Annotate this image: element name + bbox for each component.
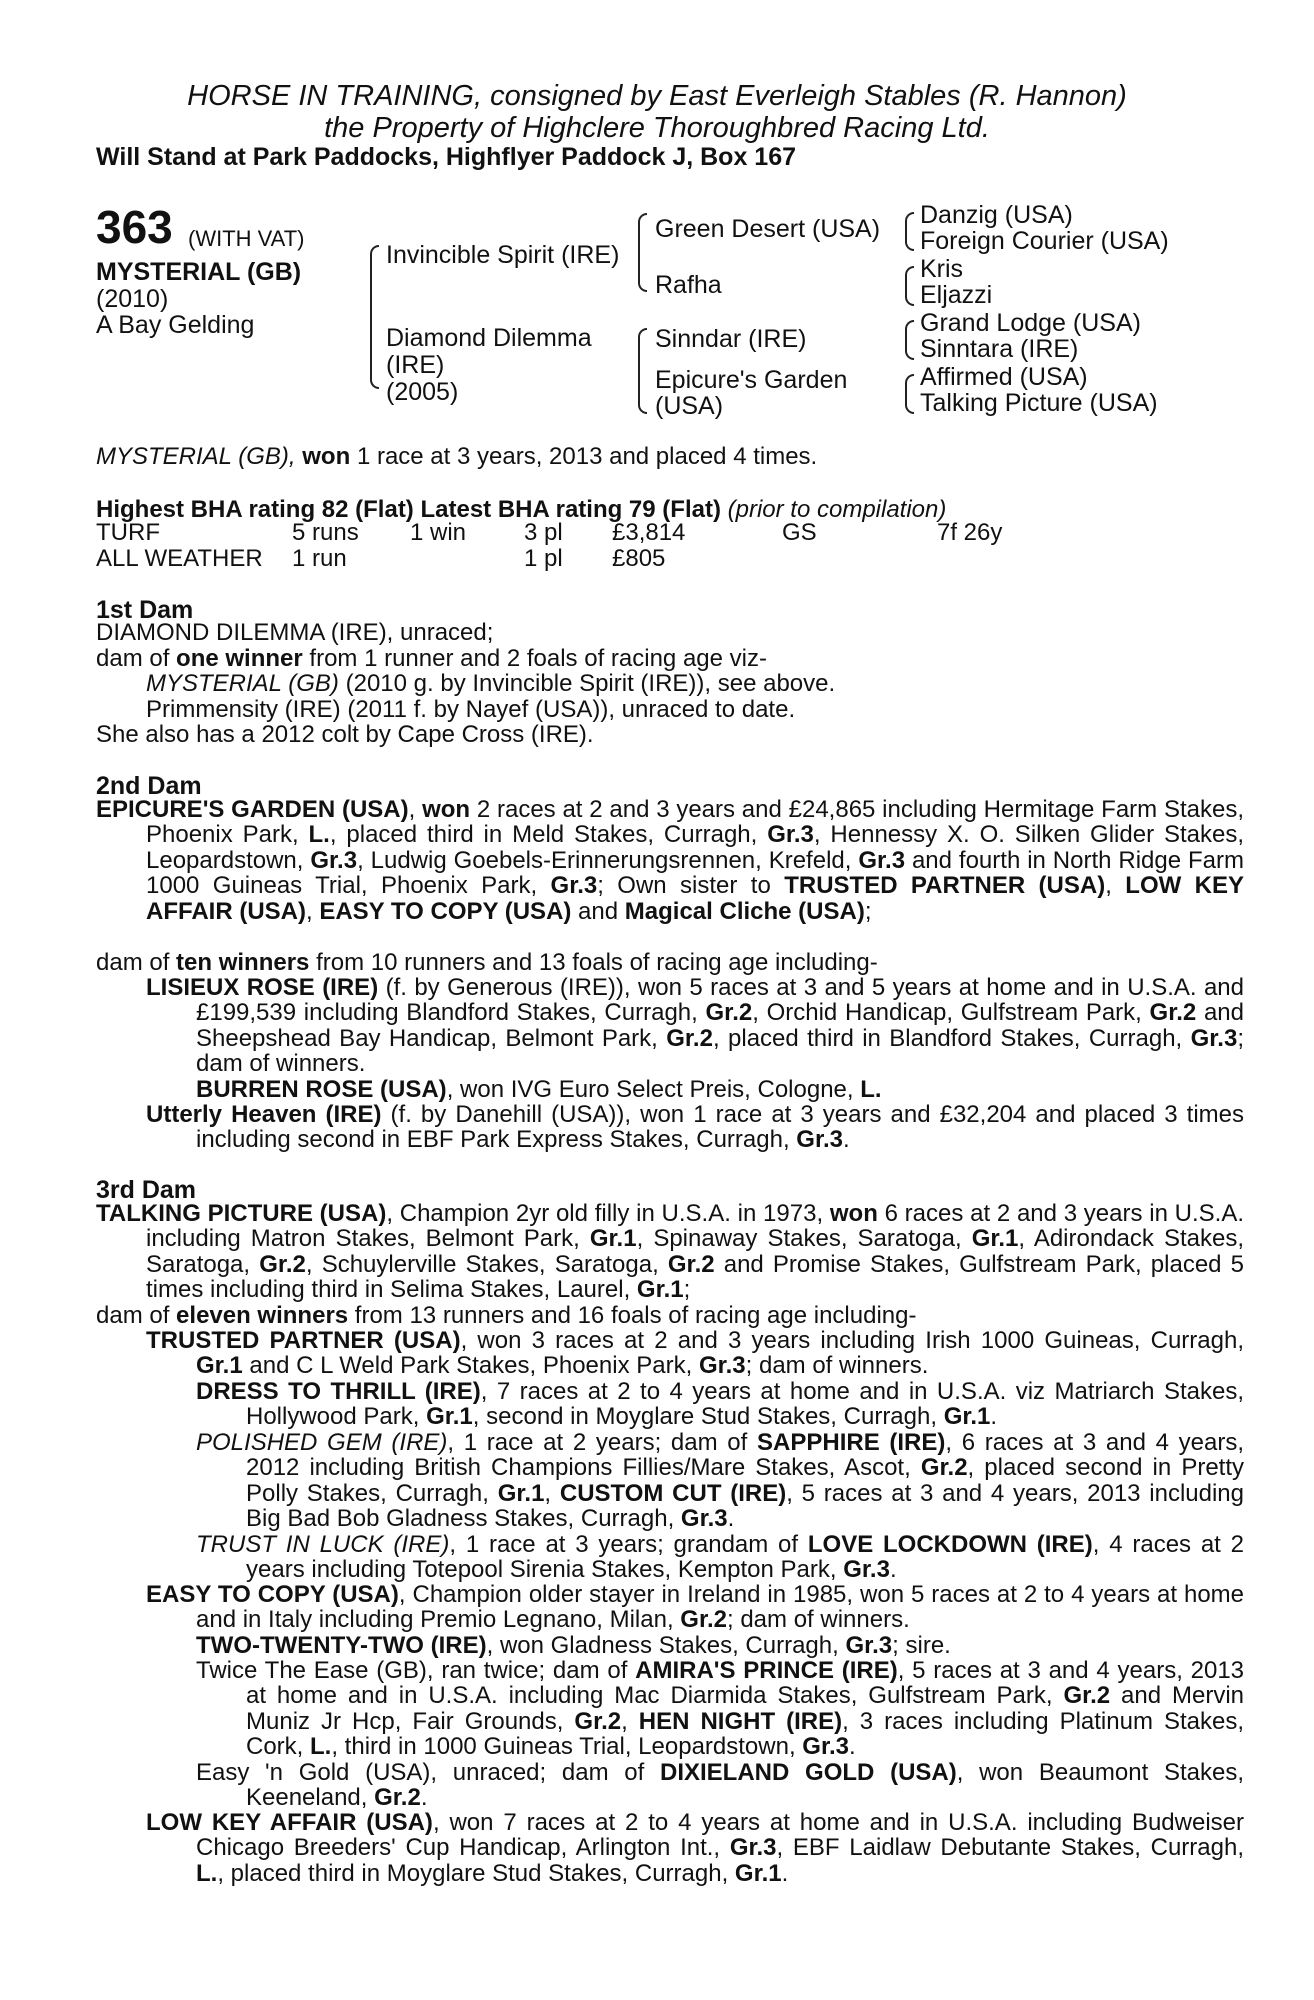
third-dam-foal (146, 1328, 1244, 1379)
text-run: , 5 races at 3 and 4 years, 2013 at home and in U.S.A. including Mac Diarmida Stakes, Gulfstream Park, (246, 1657, 1245, 1710)
bold-run: ten winners (176, 949, 310, 976)
bold-run: Gr.2 (666, 1024, 713, 1052)
text-run: ; (864, 897, 872, 925)
second-dam-heading: 2nd Dam (96, 772, 202, 800)
bold-run: Gr.2 (667, 1250, 715, 1278)
text-run: , Ludwig Goebels-Erinnerungsrennen, Krefeld, (357, 846, 859, 874)
lot-number: 363 (96, 201, 173, 253)
bold-run: Gr.3 (310, 846, 358, 874)
gg-sire-3: Grand Lodge (USA) (920, 309, 1141, 337)
bold-run: Gr.1 (943, 1403, 991, 1431)
bold-run: CUSTOM CUT (IRE) (559, 1479, 787, 1507)
bold-run: Gr.3 (802, 1733, 849, 1761)
text-run: 2 races at 2 and 3 years and £24,865 including Hermitage Farm Stakes, Phoenix Park, (146, 796, 1244, 849)
text-run: , (544, 1479, 560, 1507)
text-run: , EBF Laidlaw Debutante Stakes, Curragh, (776, 1834, 1244, 1862)
text-run: (f. by Danehill (USA)), won 1 race at 3 years and £32,204 and placed 3 times including second in EBF Park Express Stakes, Curragh, (196, 1101, 1245, 1154)
bold-run: Gr.3 (698, 1352, 746, 1380)
text-run: , 3 races including Platinum Stakes, Cork, (246, 1707, 1244, 1761)
text-run: dam of (96, 949, 177, 976)
bold-run: LISIEUX ROSE (IRE) (146, 974, 379, 1001)
third-dam-produce (96, 1303, 1194, 1328)
text-run: and (571, 897, 625, 925)
third-dam-grandfoal (196, 1658, 1244, 1760)
dam-line-1: Diamond Dilemma (386, 324, 592, 352)
bold-run: Magical Cliche (USA) (624, 897, 865, 925)
text-run: and Promise Stakes, Gulfstream Park, placed 5 times including third in Selima Stakes, Laurel, (146, 1250, 1244, 1304)
bold-run: won (829, 1200, 878, 1227)
text-run: ; (683, 1276, 691, 1304)
pedigree-bracket (905, 320, 914, 360)
sire-sire: Green Desert (USA) (655, 215, 881, 243)
dam-line-2: (IRE) (386, 351, 445, 379)
text-run: ; sire. (892, 1632, 951, 1659)
pedigree-bracket (905, 266, 914, 306)
text-run: . (889, 1556, 897, 1584)
italic-run: POLISHED GEM (IRE) (196, 1429, 448, 1456)
bold-run: Gr.2 (705, 999, 753, 1027)
bold-run: TRUSTED PARTNER (USA) (784, 872, 1106, 900)
first-dam-heading: 1st Dam (96, 596, 194, 624)
bold-run: Gr.3 (729, 1834, 777, 1862)
text-run: , second in Moyglare Stud Stakes, Curragh, (472, 1403, 944, 1431)
text-run: 6 races at 2 and 3 years in U.S.A. including Matron Stakes, Belmont Park, (146, 1200, 1245, 1253)
bold-run: Gr.1 (971, 1225, 1019, 1253)
bold-run: SAPPHIRE (IRE) (757, 1429, 946, 1456)
bold-run: eleven winners (176, 1302, 349, 1329)
text-run: , won 3 races at 2 and 3 years including Irish 1000 Guineas, Curragh, (460, 1327, 1244, 1354)
text-run: ; dam of winners. (745, 1352, 929, 1380)
text-run: dam of (96, 1302, 177, 1329)
second-dam-record (96, 797, 1244, 924)
text-run: and fourth in North Ridge Farm 1000 Guineas Trial, Phoenix Park, (146, 846, 1245, 900)
bold-run: L. (860, 1076, 882, 1103)
sire-dam: Rafha (655, 271, 722, 299)
bold-run: Utterly Heaven (IRE) (146, 1101, 382, 1128)
catalogue-page: HORSE IN TRAINING, consigned by East Everleigh Stables (R. Hannon) the Property of Highclere Thoroughbred Racing Ltd. Will Stand at Park Paddocks, Highflyer Paddock J, Box 167 363 (WITH VAT) MYSTERIAL (GB) (2010) A Bay Gelding Invincible Spirit (IRE) Diamond Dilemma (IRE) (2005) Green Desert (USA) Rafha Sinndar (IRE) Epicure's Garden (USA) Danzig (USA) Foreign Courier (USA) Kris Eljazzi Grand Lodge (USA) Sinntara (IRE) Affirmed (USA) Talking Picture (USA) MYSTERIAL (GB), won 1 race at 3 years, 2013 and placed 4 times. Highest BHA rating 82 (Flat) Latest BHA rating 79 (Flat) (prior to compilation) TURF 5 runs 1 win 3 pl £3,814 GS 7f 26y ALL WEATHER 1 run 1 pl £805 1st Dam DIAMOND DILEMMA (IRE), unraced; dam of one winner from 1 runner and 2 foals of racing age viz- MYSTERIAL (GB) (2010 g. by Invincible Spirit (IRE)), see above. Primmensity (IRE) (2011 f. by Nayef (USA)), unraced to date. She also has a 2012 colt by Cape Cross (IRE). 2nd Dam EPICURE'S GARDEN (USA), won 2 races at 2 and 3 years and £24,865 including Hermitage Farm Stakes, Phoenix Park, L., placed third in Meld Stakes, Curragh, Gr.3, Hennessy X. O. Silken Glider Stakes, Leopardstown, Gr.3, Ludwig Goebels-Erinnerungsrennen, Krefeld, Gr.3 and fourth in North Ridge Farm 1000 Guineas Trial, Phoenix Park, Gr.3; Own sister to TRUSTED PARTNER (USA), LOW KEY AFFAIR (USA), EASY TO COPY (USA) and Magical Cliche (USA); dam of ten winners from 10 runners and 13 foals of racing age including- LISIEUX ROSE (IRE) (f. by Generous (IRE)), won 5 races at 3 and 5 years at home and in U.S.A. and £199,539 including Blandford Stakes, Curragh, Gr.2, Orchid Handicap, Gulfstream Park, Gr.2 and Sheepshead Bay Handicap, Belmont Park, Gr.2, placed third in Blandford Stakes, Curragh, Gr.3; dam of winners. BURREN ROSE (USA), won IVG Euro Select Preis, Cologne, L. Utterly Heaven (IRE) (f. by Danehill (USA)), won 1 race at 3 years and £32,204 and placed 3 times including second in EBF Park Express Stakes, Curragh, Gr.3. 3rd Dam TALKING PICTURE (USA), Champion 2yr old filly in U.S.A. in 1973, won 6 races at 2 and 3 years in U.S.A. including Matron Stakes, Belmont Park, Gr.1, Spinaway Stakes, Saratoga, Gr.1, Adirondack Stakes, Saratoga, Gr.2, Schuylerville Stakes, Saratoga, Gr.2 and Promise Stakes, Gulfstream Park, placed 5 times including third in Selima Stakes, Laurel, Gr.1; dam of eleven winners from 13 runners and 16 foals of racing age including- TRUSTED PARTNER (USA), won 3 races at 2 and 3 years including Irish 1000 Guineas, Curragh, Gr.1 and C L Weld Park Stakes, Phoenix Park, Gr.3; dam of winners. DRESS TO THRILL (IRE), 7 races at 2 to 4 years at home and in U.S.A. viz Matriarch Stakes, Hollywood Park, Gr.1, second in Moyglare Stud Stakes, Curragh, Gr.1. POLISHED GEM (IRE), 1 race at 2 years; dam of SAPPHIRE (IRE), 6 races at 3 and 4 years, 2012 including British Champions Fillies/Mare Stakes, Ascot, Gr.2, placed second in Pretty Polly Stakes, Curragh, Gr.1, CUSTOM CUT (IRE), 5 races at 3 and 4 years, 2013 including Big Bad Bob Gladness Stakes, Curragh, Gr.3. TRUST IN LUCK (IRE), 1 race at 3 years; grandam of LOVE LOCKDOWN (IRE), 4 races at 2 years including Totepool Sirenia Stakes, Kempton Park, Gr.3. EASY TO COPY (USA), Champion older stayer in Ireland in 1985, won 5 races at 2 to 4 years at home and in Italy including Premio Legnano, Milan, Gr.2; dam of winners. TWO-TWENTY-TWO (IRE), won Gladness Stakes, Curragh, Gr.3; sire. Twice The Ease (GB), ran twice; dam of AMIRA'S PRINCE (IRE), 5 races at 3 and 4 years, 2013 at home and in U.S.A. including Mac Diarmida Stakes, Gulfstream Park, Gr.2 and Mervin Muniz Jr Hcp, Fair Grounds, Gr.2, HEN NIGHT (IRE), 3 races including Platinum Stakes, Cork, L., third in 1000 Guineas Trial, Leopardstown, Gr.3. Easy 'n Gold (USA), unraced; dam of DIXIELAND GOLD (USA), won Beaumont Stakes, Keeneland, Gr.2. LOW KEY AFFAIR (USA), won 7 races at 2 to 4 years at home and in U.S.A. including Budweiser Chicago Breeders' Cup Handicap, Arlington Int., Gr.3, EBF Laidlaw Debutante Stakes, Curragh, L., placed third in Moyglare Stud Stakes, Curragh, Gr.1. (0, 0, 1314, 2000)
first-dam-foal: Primmensity (IRE) (2011 f. by Nayef (USA)), unraced to date. (146, 696, 796, 723)
gg-dam-4: Talking Picture (USA) (920, 389, 1158, 417)
bold-run: TWO-TWENTY-TWO (IRE) (196, 1632, 487, 1659)
bold-run: Gr.2 (680, 1606, 727, 1634)
first-dam-foal: MYSTERIAL (GB) (2010 g. by Invincible Spirit (IRE)), see above. (146, 670, 836, 697)
bold-run: Gr.1 (589, 1225, 637, 1253)
text-run: from 10 runners and 13 foals of racing age including- (309, 949, 878, 976)
bold-run: Gr.3 (858, 846, 906, 874)
third-dam-grandfoal (196, 1633, 1194, 1658)
bold-run: Gr.1 (734, 1859, 782, 1887)
bha-rating: Highest BHA rating 82 (Flat) Latest BHA rating 79 (Flat) (prior to compilation) (96, 496, 947, 523)
text-run: and C L Weld Park Stakes, Phoenix Park, (242, 1352, 699, 1380)
bold-run: EASY TO COPY (USA) (319, 897, 572, 925)
foaling-year: (2010) (96, 285, 169, 313)
text-run: , 1 race at 3 years; grandam of (449, 1531, 808, 1558)
text-run: , placed third in Meld Stakes, Curragh, (329, 821, 768, 849)
bold-run: LOW KEY AFFAIR (USA) (146, 1809, 433, 1836)
bold-run: EASY TO COPY (USA) (146, 1581, 399, 1608)
pedigree-bracket (638, 213, 647, 292)
bold-run: LOW KEY AFFAIR (USA) (146, 872, 1245, 925)
gg-sire-2: Kris (920, 255, 964, 283)
text-run: , placed third in Blandford Stakes, Curragh, (712, 1024, 1191, 1052)
bold-run: won (422, 796, 471, 823)
bold-run: L. (310, 1733, 332, 1761)
text-run: Twice The Ease (GB), ran twice; dam of (196, 1657, 636, 1684)
horse-name: MYSTERIAL (GB) (96, 258, 302, 286)
sire: Invincible Spirit (IRE) (386, 241, 620, 269)
bold-run: Gr.3 (550, 872, 598, 900)
bold-run: BURREN ROSE (USA) (196, 1076, 447, 1103)
text-run: , 5 races at 3 and 4 years, 2013 including Big Bad Bob Gladness Stakes, Curragh, (246, 1479, 1245, 1533)
text-run: . (420, 1784, 428, 1812)
pedigree-bracket (638, 328, 647, 414)
dam-dam-line-2: (USA) (655, 392, 724, 420)
second-dam-grandfoal (196, 1077, 1194, 1102)
text-run: , Hennessy X. O. Silken Glider Stakes, Leopardstown, (146, 821, 1244, 874)
text-run: , won IVG Euro Select Preis, Cologne, (446, 1076, 861, 1103)
text-run: ; Own sister to (597, 872, 785, 900)
first-dam-line: DIAMOND DILEMMA (IRE), unraced; (96, 619, 494, 646)
bold-run: Gr.1 (196, 1352, 243, 1380)
gg-sire-4: Affirmed (USA) (920, 363, 1088, 391)
third-dam-heading: 3rd Dam (96, 1176, 197, 1204)
bold-run: EPICURE'S GARDEN (USA) (96, 796, 409, 823)
text-run: (f. by Generous (IRE)), won 5 races at 3 and 5 years at home and in U.S.A. and £199,539 including Blandford Stakes, Curragh, (196, 974, 1244, 1027)
stand-location: Will Stand at Park Paddocks, Highflyer Paddock J, Box 167 (96, 143, 796, 171)
text-run: , (305, 897, 320, 925)
bold-run: L. (308, 821, 330, 849)
bold-run: Gr.3 (845, 1632, 893, 1659)
bold-run: Gr.1 (426, 1403, 473, 1431)
bold-run: LOVE LOCKDOWN (IRE) (807, 1531, 1093, 1558)
text-run: , third in 1000 Guineas Trial, Leopardstown, (331, 1733, 803, 1761)
bold-run: Gr.3 (767, 821, 814, 849)
text-run: and Sheepshead Bay Handicap, Belmont Park, (196, 999, 1244, 1052)
text-run: , Orchid Handicap, Gulfstream Park, (752, 999, 1150, 1027)
vat-note: (WITH VAT) (188, 226, 305, 251)
bold-run: Gr.2 (574, 1707, 622, 1735)
text-run: . (990, 1403, 998, 1431)
text-run: . (842, 1126, 850, 1154)
second-dam-produce (96, 950, 1194, 975)
bold-run: AMIRA'S PRINCE (IRE) (635, 1657, 898, 1684)
text-run: , Schuylerville Stakes, Saratoga, (305, 1250, 668, 1278)
bold-run: Gr.2 (374, 1784, 421, 1812)
text-run: , won 7 races at 2 to 4 years at home and in U.S.A. including Budweiser Chicago Breeders' Cup Handicap, Arlington Int., (196, 1809, 1245, 1862)
dam-dam-line-1: Epicure's Garden (655, 366, 848, 394)
race-summary: MYSTERIAL (GB), won 1 race at 3 years, 2013 and placed 4 times. (96, 443, 818, 470)
bold-run: Gr.1 (636, 1276, 684, 1304)
third-dam-grandfoal (196, 1532, 1244, 1583)
third-dam-foal (146, 1810, 1244, 1886)
text-run: , Spinaway Stakes, Saratoga, (636, 1225, 972, 1253)
text-run: , won Beaumont Stakes, Keeneland, (246, 1759, 1244, 1812)
dam-sire: Sinndar (IRE) (655, 325, 807, 353)
gg-dam-2: Eljazzi (920, 281, 993, 309)
third-dam-grandfoal (196, 1760, 1244, 1811)
dam-line-3: (2005) (386, 378, 459, 406)
gg-dam-3: Sinntara (IRE) (920, 335, 1079, 363)
text-run: , placed third in Moyglare Stud Stakes, Curragh, (217, 1859, 735, 1887)
text-run: , (408, 796, 423, 823)
text-run: , 6 races at 3 and 4 years, 2012 including British Champions Fillies/Mare Stakes, Ascot, (246, 1429, 1244, 1482)
bold-run: DIXIELAND GOLD (USA) (660, 1759, 957, 1786)
text-run: Easy 'n Gold (USA), unraced; dam of (196, 1759, 660, 1786)
bold-run: Gr.3 (843, 1556, 890, 1584)
text-run: from 13 runners and 16 foals of racing age including- (348, 1302, 917, 1329)
text-run: , (621, 1707, 639, 1735)
pedigree-bracket (905, 212, 914, 251)
text-run: and Mervin Muniz Jr Hcp, Fair Grounds, (246, 1682, 1244, 1735)
bold-run: Gr.2 (1063, 1682, 1111, 1710)
first-dam-produce: dam of one winner from 1 runner and 2 foals of racing age viz- (96, 645, 767, 672)
bold-run: TRUSTED PARTNER (USA) (146, 1327, 461, 1354)
text-run: , Adirondack Stakes, Saratoga, (146, 1225, 1244, 1278)
third-dam-grandfoal (196, 1379, 1244, 1430)
second-dam-foal (146, 1102, 1244, 1153)
text-run: , won Gladness Stakes, Curragh, (486, 1632, 846, 1659)
text-run: , 4 races at 2 years including Totepool Sirenia Stakes, Kempton Park, (246, 1531, 1244, 1584)
bold-run: Gr.3 (1190, 1024, 1238, 1052)
consignor-line: HORSE IN TRAINING, consigned by East Everleigh Stables (R. Hannon) (187, 80, 1127, 112)
third-dam-foal (146, 1582, 1244, 1633)
bold-run: Gr.1 (497, 1479, 545, 1507)
italic-run: TRUST IN LUCK (IRE) (196, 1531, 450, 1558)
bold-run: TALKING PICTURE (USA) (96, 1200, 387, 1227)
bold-run: Gr.3 (796, 1126, 843, 1154)
text-run: ; dam of winners. (196, 1024, 1244, 1078)
text-run: . (727, 1505, 735, 1533)
first-dam-note: She also has a 2012 colt by Cape Cross (IRE). (96, 721, 594, 748)
text-run: , 7 races at 2 to 4 years at home and in U.S.A. viz Matriarch Stakes, Hollywood Park, (246, 1378, 1244, 1431)
horse-description: A Bay Gelding (96, 311, 255, 339)
pedigree-bracket (905, 374, 914, 414)
bold-run: Gr.3 (680, 1505, 728, 1533)
bold-run: L. (196, 1859, 218, 1887)
gg-sire-1: Danzig (USA) (920, 201, 1073, 229)
text-run: , placed second in Pretty Polly Stakes, Curragh, (246, 1454, 1244, 1507)
third-dam-record (96, 1201, 1244, 1303)
gg-dam-1: Foreign Courier (USA) (920, 227, 1169, 255)
bold-run: Gr.2 (920, 1454, 968, 1482)
text-run: , Champion older stayer in Ireland in 1985, won 5 races at 2 to 4 years at home and in Italy including Premio Legnano, Milan, (196, 1581, 1245, 1634)
text-run: , (1105, 872, 1126, 900)
text-run: , 1 race at 2 years; dam of (447, 1429, 758, 1456)
second-dam-foal (146, 975, 1244, 1077)
bold-run: Gr.2 (259, 1250, 306, 1278)
third-dam-grandfoal (196, 1430, 1244, 1532)
text-run: . (781, 1859, 789, 1887)
text-run: ; dam of winners. (727, 1606, 910, 1634)
bold-run: HEN NIGHT (IRE) (638, 1707, 843, 1735)
owner-line: the Property of Highclere Thoroughbred Racing Ltd. (324, 112, 990, 144)
bold-run: DRESS TO THRILL (IRE) (196, 1378, 481, 1405)
text-run: , Champion 2yr old filly in U.S.A. in 1973, (386, 1200, 830, 1227)
text-run: . (849, 1733, 856, 1761)
bold-run: Gr.2 (1149, 999, 1197, 1027)
pedigree-bracket (370, 245, 379, 389)
